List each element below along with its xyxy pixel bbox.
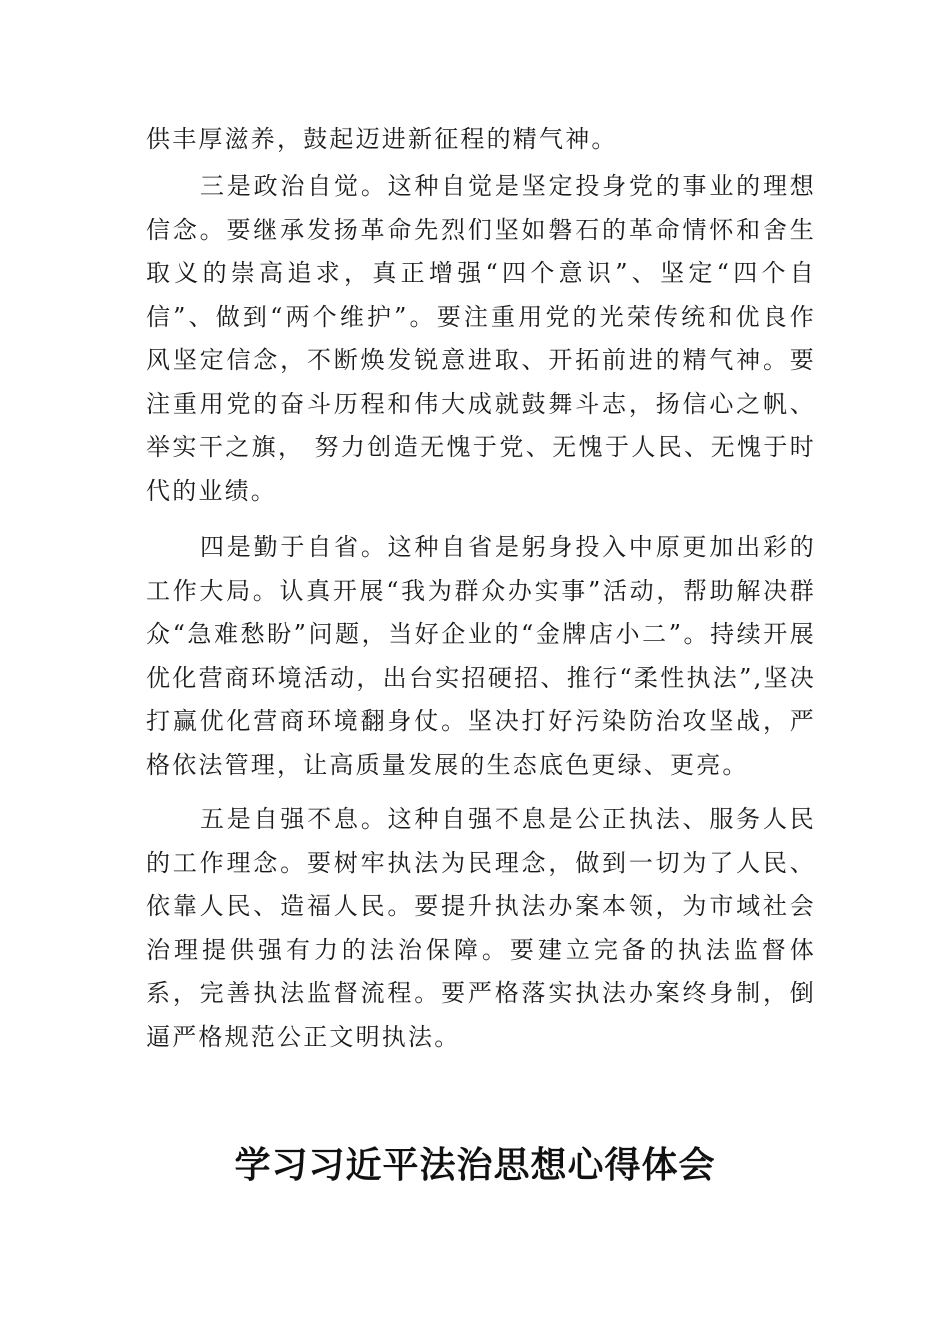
paragraph-political-awareness: 三是政治自觉。这种自觉是坚定投身党的事业的理想信念。要继承发扬革命先烈们坚如磐石的革命情怀和舍生取义的崇高追求，真正增强“四个意识”、坚定“四个自信”、做到“两个维护”。要注重用党的光荣传统和优良作风坚定信念，不断焕发锐意进取、开拓前进的精气神。要注重用党的奋斗历程和伟大成就鼓舞斗志，扬信心之帆、举实干之旗， 努力创造无愧于党、无愧于人民、无愧于时代的业绩。 [146, 172, 816, 505]
paragraph-self-improvement: 五是自强不息。这种自强不息是公正执法、服务人民的工作理念。要树牢执法为民理念，做到一切为了人民、依靠人民、造福人民。要提升执法办案本领，为市域社会治理提供强有力的法治保障。要建立完备的执法监督体系，完善执法监督流程。要严格落实执法办案终身制，倒逼严格规范公正文明执法。 [146, 805, 816, 1051]
section-title: 学习习近平法治思想心得体会 [234, 1145, 716, 1186]
paragraph-self-reflection: 四是勤于自省。这种自省是躬身投入中原更加出彩的工作大局。认真开展“我为群众办实事”活动，帮助解决群众“急难愁盼”问题，当好企业的“金牌店小二”。持续开展优化营商环境活动，出台实招硬招、推行“柔性执法”,坚决打赢优化营商环境翻身仗。坚决打好污染防治攻坚战，严格依法管理，让高质量发展的生态底色更绿、更亮。 [146, 533, 816, 779]
paragraph-continuation: 供丰厚滋养，鼓起迈进新征程的精气神。 [146, 125, 618, 153]
